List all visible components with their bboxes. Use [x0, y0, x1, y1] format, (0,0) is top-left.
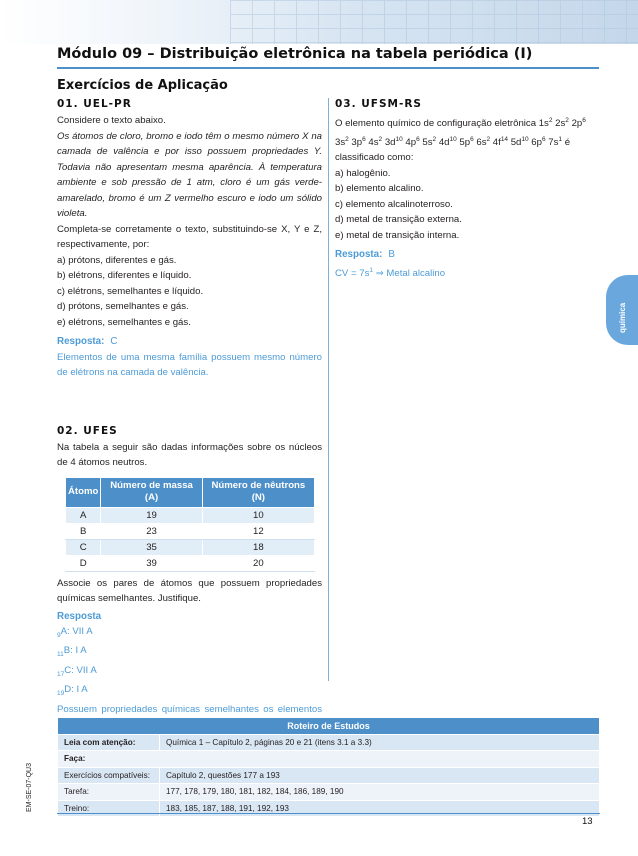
table-cell: 23	[101, 523, 202, 539]
atoms-table	[65, 477, 315, 572]
question-1-quote: Os átomos de cloro, bromo e iodo têm o mesmo número X na camada de valência e por isso possuem propriedades Y. Todavia não apresentam mesma aparência. À temperatura ambiente e sob pressão de 1 atm, cloro é um gás verde-amarelado, bromo é um Z vermelho escuro e iodo um sólido violeta.	[57, 130, 322, 219]
question-3-options	[335, 166, 600, 244]
row-label: Tarefa:	[58, 784, 160, 801]
page-number: 13	[582, 816, 593, 827]
table-row	[66, 539, 315, 555]
table-cell: B	[66, 523, 101, 539]
title-rule	[57, 67, 599, 69]
answer-line: $_{19}$D: I A	[57, 684, 88, 698]
question-2-intro: Na tabela a seguir são dadas informações sobre os núcleos de 4 átomos neutros.	[57, 441, 322, 468]
answer-line: $_9$A: VII A	[57, 626, 93, 639]
question-1-instruction: Completa-se corretamente o texto, substituindo-se X, Y e Z, respectivamente, por:	[57, 223, 322, 250]
section-title: Exercícios de Aplicação	[57, 78, 228, 93]
question-3-answer	[335, 247, 600, 263]
table-cell: 19	[101, 507, 202, 523]
question-2-answer-label: Resposta	[57, 610, 102, 622]
question-2-instruction: Associe os pares de átomos que possuem propriedades químicas semelhantes. Justifique.	[57, 577, 322, 604]
question-1-intro: Considere o texto abaixo.	[57, 115, 166, 126]
question-3-explanation: CV = $7s^1$ ⇒ Metal alcalino	[335, 266, 446, 280]
table-row	[66, 555, 315, 571]
question-1-heading: 01. UEL-PR	[57, 98, 132, 110]
table-row	[66, 507, 315, 523]
subject-side-tab	[606, 275, 638, 345]
read-label: Leia com atenção:	[58, 734, 160, 751]
read-value: Química 1 – Capítulo 2, páginas 20 e 21 (itens 3.1 a 3.3)	[160, 734, 600, 751]
table-cell: 10	[202, 507, 314, 523]
row-value: 183, 185, 187, 188, 191, 192, 193	[160, 800, 600, 817]
module-title: Módulo 09 – Distribuição eletrônica na tabela periódica (I)	[57, 46, 533, 62]
option-b: b) elemento alcalino.	[335, 183, 424, 195]
question-2-heading: 02. UFES	[57, 424, 118, 437]
option-d: d) metal de transição externa.	[335, 214, 462, 226]
table-cell: A	[66, 507, 101, 523]
option-d: d) prótons, semelhantes e gás.	[57, 301, 189, 312]
question-1-options	[57, 253, 322, 331]
table-cell: 18	[202, 539, 314, 555]
subject-label: química	[618, 302, 627, 333]
footer-rule	[57, 813, 600, 814]
question-2-explanation: Possuem propriedades químicas semelhantes os elementos	[57, 703, 322, 715]
option-a: a) prótons, diferentes e gás.	[57, 254, 177, 266]
answer-line: $_{11}$B: I A	[57, 645, 87, 659]
option-c: c) elétrons, semelhantes e líquido.	[57, 285, 204, 297]
table-cell: C	[66, 539, 101, 555]
table-header-atom: Átomo	[66, 477, 101, 507]
right-column	[335, 98, 600, 282]
table-cell: 12	[202, 523, 314, 539]
table-cell: 20	[202, 555, 314, 571]
answer-value: B	[388, 249, 395, 261]
study-guide-title: Roteiro de Estudos	[58, 718, 600, 735]
row-value: Capítulo 2, questões 177 a 193	[160, 767, 600, 784]
row-value: 177, 178, 179, 180, 181, 182, 184, 186, 189, 190	[160, 784, 600, 801]
option-e: e) metal de transição interna.	[335, 229, 460, 241]
answer-value: C	[110, 336, 118, 347]
answer-label: Resposta:	[57, 336, 105, 347]
question-3-heading: 03. UFSM-RS	[335, 98, 422, 110]
table-row	[66, 523, 315, 539]
study-guide-table	[57, 717, 600, 817]
table-cell: D	[66, 555, 101, 571]
question-1-answer	[57, 334, 322, 350]
answer-line: $_{17}$C: VII A	[57, 664, 97, 678]
row-label: Treino:	[58, 800, 160, 817]
row-label: Exercícios compatíveis:	[58, 767, 160, 784]
question-1-explanation: Elementos de uma mesma família possuem mesmo número de elétrons na camada de valência.	[57, 351, 322, 378]
column-divider	[328, 98, 329, 681]
option-e: e) elétrons, semelhantes e gás.	[57, 316, 191, 328]
document-code: EM-SE-07-QU3	[26, 762, 33, 812]
table-header-mass: Número de massa (A)	[101, 477, 202, 507]
table-header-neutrons: Número de nêutrons (N)	[202, 477, 314, 507]
option-c: c) elemento alcalinoterroso.	[335, 198, 453, 210]
header-banner	[0, 0, 638, 44]
question-3-intro: O elemento químico de configuração eletrônica $1s^2$ $2s^2$ $2p^6$ $3s^2$ $3p^6$ $4s^2$ $3d^{10}$ $4p^6$ $5s^2$ $4d^{10}$ $5p^6$ $6s^2$ $4f^{14}$ $5d^{10}$ $6p^6$ $7s^1$ é classificado como:	[335, 117, 586, 164]
do-label: Faça:	[58, 751, 600, 768]
table-cell: 35	[101, 539, 202, 555]
left-column	[57, 98, 322, 733]
table-cell: 39	[101, 555, 202, 571]
answer-label: Resposta:	[335, 249, 383, 261]
option-b: b) elétrons, diferentes e líquido.	[57, 270, 192, 281]
option-a: a) halogênio.	[335, 167, 391, 179]
